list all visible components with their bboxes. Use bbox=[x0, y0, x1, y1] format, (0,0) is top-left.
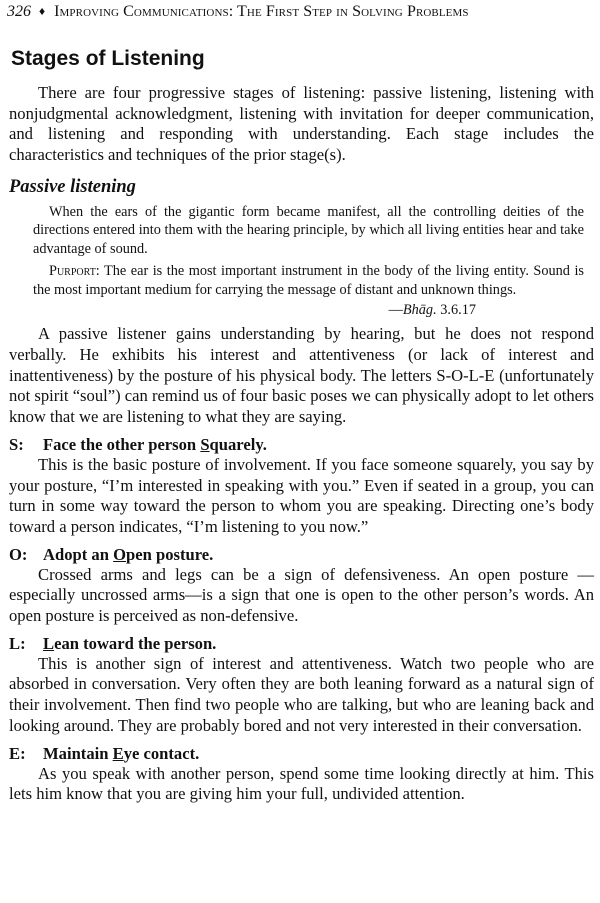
sole-paragraph: Crossed arms and legs can be a sign of defensiveness. An open posture —especially uncrossed arms—is a sign that one is open to the other person’s words. An open posture is perceived as non-defensive. bbox=[9, 564, 594, 626]
purport-paragraph bbox=[33, 262, 584, 299]
sole-letter: S: bbox=[9, 434, 24, 454]
sole-heading-text: Face the other person bbox=[43, 434, 201, 454]
diamond-separator-icon: ♦ bbox=[39, 4, 46, 18]
running-head bbox=[7, 0, 597, 24]
sole-key-letter: O bbox=[113, 544, 127, 564]
attribution-ref: 3.6.17 bbox=[440, 302, 476, 319]
sole-item-l bbox=[9, 633, 594, 737]
sole-heading bbox=[9, 434, 594, 455]
sole-heading bbox=[9, 743, 594, 764]
page-number: 326 bbox=[7, 3, 31, 20]
section-title: Stages of Listening bbox=[11, 47, 205, 70]
sole-heading bbox=[9, 633, 594, 654]
sole-paragraph: As you speak with another person, spend some time looking directly at him. This lets him know that you are giving him your full, undivided attention. bbox=[9, 763, 594, 804]
sole-heading-text: quarely. bbox=[209, 434, 267, 454]
sole-heading-text: Maintain bbox=[43, 743, 113, 763]
sole-key-letter: S bbox=[200, 434, 210, 454]
scripture-quote: When the ears of the gigantic form became manifest, all the controlling deities of the directions entered into them with the hearing principle, by which all living entities hear and take advantage of sound. bbox=[33, 203, 584, 257]
sole-letter: O: bbox=[9, 544, 28, 564]
purport-label: Purport: bbox=[49, 263, 100, 280]
sole-heading-text: ye contact. bbox=[123, 743, 200, 763]
sole-key-letter: L bbox=[43, 633, 55, 653]
sole-letter: E: bbox=[9, 743, 26, 763]
sole-heading-text: Adopt an bbox=[43, 544, 114, 564]
quote-attribution bbox=[9, 301, 594, 319]
sole-key-letter: E bbox=[112, 743, 124, 763]
passive-listener-paragraph: A passive listener gains understanding by hearing, but he does not respond verbally. He exhibits his interest and attentiveness (or lack of interest and inattentiveness) by the posture of his physical body. The letters S-O-L-E (unfortunately not spirit “soul”) can remind us of four basic poses we can physically adopt to let others know that we are listening to what they are saying. bbox=[9, 324, 594, 427]
running-head-title: Improving Communications: The First Step in Solving Problems bbox=[54, 3, 469, 20]
sole-item-s bbox=[9, 434, 594, 538]
sole-heading-text: ean toward the person. bbox=[54, 633, 217, 653]
subsection-title: Passive listening bbox=[9, 176, 136, 197]
sole-heading-text: pen posture. bbox=[126, 544, 214, 564]
sole-paragraph: This is the basic posture of involvement. If you face someone squarely, you say by your posture, “I’m interested in speaking with you.” Even if seated in a group, you can turn in some way toward the person to whom you are speaking. Directing one’s body toward a person indicates, “I’m listening to you now.” bbox=[9, 454, 594, 536]
sole-letter: L: bbox=[9, 633, 26, 653]
sole-item-e bbox=[9, 743, 594, 805]
sole-heading bbox=[9, 544, 594, 565]
purport-text: The ear is the most important instrument in the body of the living entity. Sound is the most important medium for carrying the message of distant and unknown things. bbox=[33, 263, 584, 298]
sole-item-o bbox=[9, 544, 594, 627]
attribution-source: Bhāg. bbox=[402, 302, 437, 319]
page-content bbox=[9, 46, 594, 805]
intro-paragraph: There are four progressive stages of listening: passive listening, listening with nonjudgmental acknowledgment, listening with invitation for deeper communication, and listening and responding with understanding. Each stage includes the characteristics and techniques of the prior stage(s). bbox=[9, 83, 594, 165]
sole-paragraph: This is another sign of interest and attentiveness. Watch two people who are absorbed in conversation. Very often they are both leaning forward as a natural sign of their involvement. Then find two people who are talking, but who are leaning back and looking around. They are probably bored and not very interested in their conversation. bbox=[9, 653, 594, 735]
attribution-dash: — bbox=[388, 302, 403, 319]
